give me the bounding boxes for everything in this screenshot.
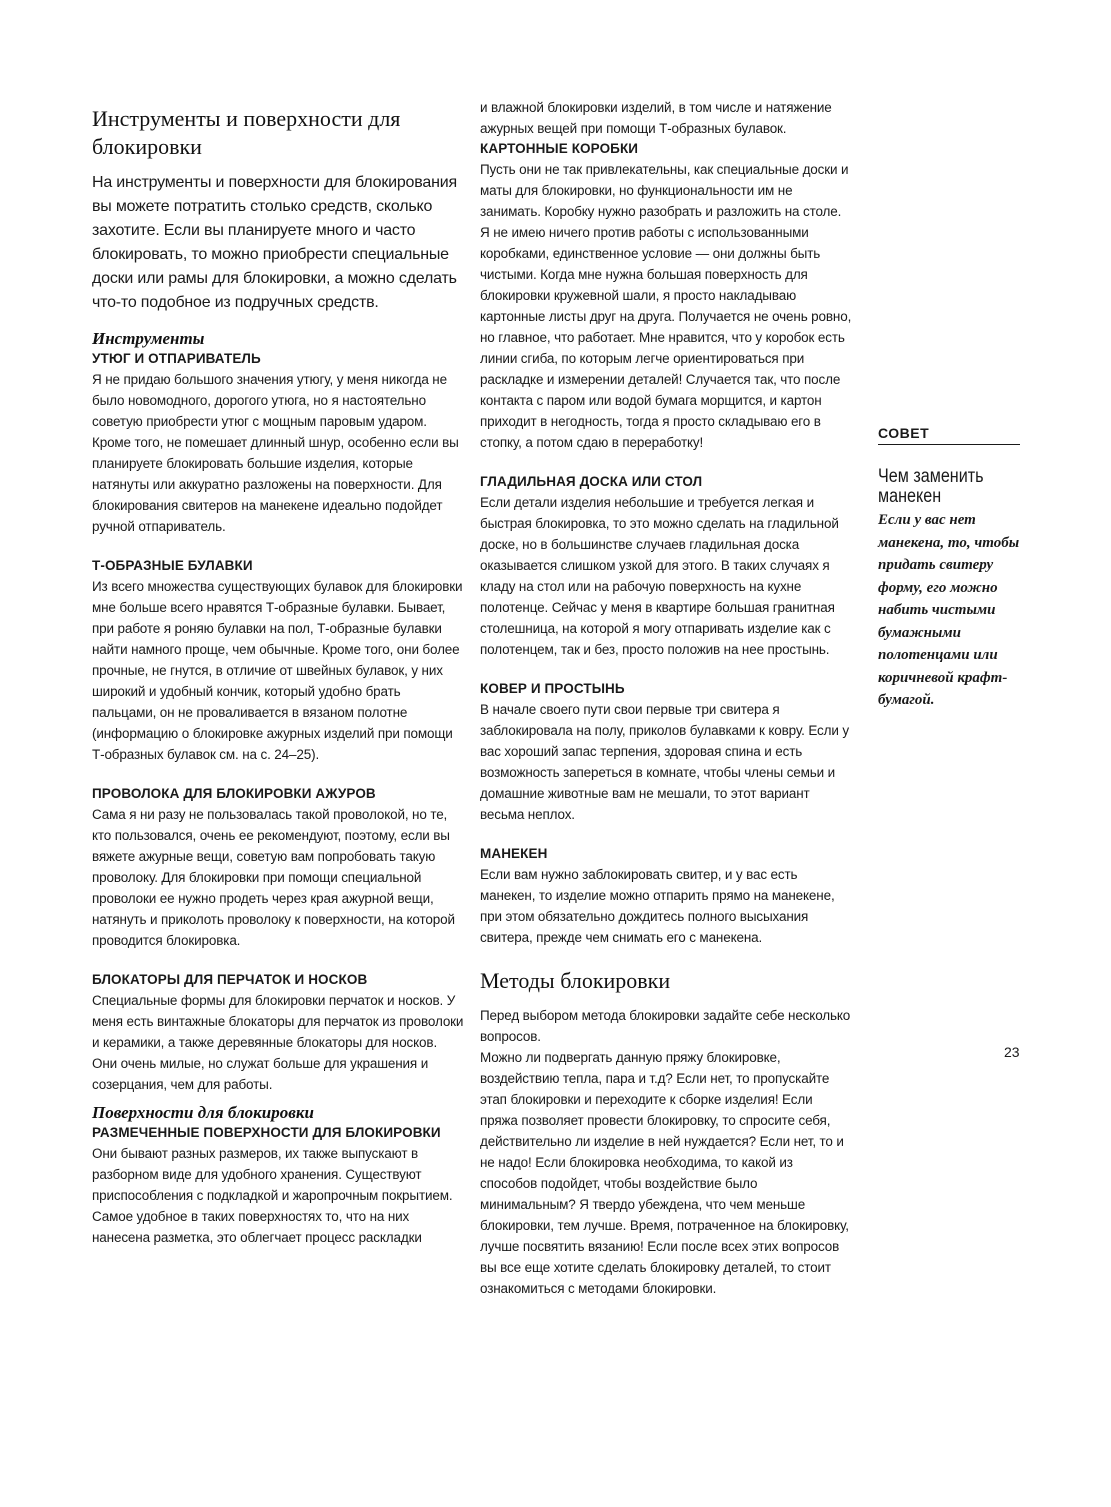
- section-title-methods: Методы блокировки: [480, 968, 671, 993]
- heading-iron: УТЮГ И ОТПАРИВАТЕЛЬ: [92, 351, 261, 366]
- middle-column: [480, 97, 852, 1299]
- tip-title-line-2: манекен: [878, 486, 942, 507]
- tip-title-line-1: Чем заменить: [878, 466, 984, 487]
- intro-paragraph: На инструменты и поверхности для блокирования вы можете потратить столько средств, сколько захотите. Если вы планируете много и часто блокировать, то можно приобрести специальные доски или рамы для блокировки, а можно сделать что-то подобное из подручных средств.: [92, 174, 457, 311]
- heading-cardboard: КАРТОННЫЕ КОРОБКИ: [480, 141, 639, 156]
- left-column: [92, 105, 464, 1248]
- paragraph-t-pins: Из всего множества существующих булавок для блокировки мне больше всего нравятся Т-образные булавки. Бывает, при работе я роняю булавки на пол, Т-образные булавки найти намного проще, чем обычные. Кроме того, они более прочные, не гнутся, в отличие от швейных булавок, у них широкий и удобный кончик, который удобно брать пальцами, он не проваливается в вязаном полотне (информацию о блокировке ажурных изделий при помощи Т-образных булавок см. на с. 24–25).: [92, 579, 463, 762]
- heading-mannequin: МАНЕКЕН: [480, 846, 548, 861]
- paragraph-blockers: Специальные формы для блокировки перчаток и носков. У меня есть винтажные блокаторы для перчаток из проволоки и керамики, а также деревянные блокаторы для носков. Они очень милые, но служат больше для украшения и созерцания, чем для работы.: [92, 993, 464, 1092]
- paragraph-continuation: и влажной блокировки изделий, в том числе и натяжение ажурных вещей при помощи Т-образных булавок.: [480, 100, 832, 136]
- subheading-tools: Инструменты: [92, 329, 205, 348]
- heading-t-pins: Т-ОБРАЗНЫЕ БУЛАВКИ: [92, 558, 253, 573]
- paragraph-wire: Сама я ни разу не пользовалась такой проволокой, но те, кто пользовался, очень ее рекомендуют, поэтому, если вы вяжете ажурные вещи, советую вам попробовать такую проволоку. Для блокировки при помощи специальной проволоки ее нужно продеть через края ажурной вещи, натянуть и приколоть проволоку к поверхности, на которой проводится блокировка.: [92, 807, 455, 948]
- paragraph-methods-intro: Перед выбором метода блокировки задайте себе несколько вопросов.: [480, 1008, 851, 1044]
- tip-sidebar: [878, 425, 1020, 712]
- paragraph-mannequin: Если вам нужно заблокировать свитер, и у вас есть манекен, то изделие можно отпарить прямо на манекене, при этом обязательно дождитесь полного высыхания свитера, прежде чем снимать его с манекена.: [480, 867, 835, 945]
- paragraph-carpet: В начале своего пути свои первые три свитера я заблокировала на полу, приколов булавками к ковру. Если у вас хороший запас терпения, здоровая спина и есть возможность запереться в комнате, чтобы члены семьи и домашние животные вам не мешали, то этот вариант весьма неплох.: [480, 702, 849, 822]
- section-title-tools-surfaces: Инструменты и поверхности для блокировки: [92, 106, 401, 159]
- tip-label: СОВЕТ: [878, 425, 1020, 445]
- tip-text: Если у вас нет манекена, то, чтобы придать свитеру форму, его можно набить чистыми бумажными полотенцами или коричневой крафт-бумагой.: [878, 512, 1020, 708]
- heading-marked-surfaces: РАЗМЕЧЕННЫЕ ПОВЕРХНОСТИ ДЛЯ БЛОКИРОВКИ: [92, 1125, 441, 1140]
- heading-carpet: КОВЕР И ПРОСТЫНЬ: [480, 681, 625, 696]
- paragraph-marked-surfaces: Они бывают разных размеров, их также выпускают в разборном виде для удобного хранения. Существуют приспособления с подкладкой и жаропрочным покрытием. Самое удобное в таких поверхностях то, что на них нанесена разметка, это облегчает процесс раскладки: [92, 1146, 453, 1245]
- heading-ironing-board: ГЛАДИЛЬНАЯ ДОСКА ИЛИ СТОЛ: [480, 474, 703, 489]
- heading-blockers: БЛОКАТОРЫ ДЛЯ ПЕРЧАТОК И НОСКОВ: [92, 972, 368, 987]
- paragraph-methods-body: Можно ли подвергать данную пряжу блокировке, воздействию тепла, пара и т.д? Если нет, то пропускайте этап блокировки и переходите к сборке изделия! Если пряжа позволяет провести блокировку, то спросите себя, действительно ли изделие в ней нуждается? Если нет, то и не надо! Если блокировка необходима, то какой из способов подойдет, чтобы воздействие было минимальным? Я твердо убеждена, что чем меньше блокировки, тем лучше. Время, потраченное на блокировку, лучше посвятить вязанию! Если после всех этих вопросов вы все еще хотите сделать блокировку деталей, то стоит ознакомиться с методами блокировки.: [480, 1050, 849, 1296]
- page-number: 23: [1004, 1044, 1020, 1060]
- heading-wire: ПРОВОЛОКА ДЛЯ БЛОКИРОВКИ АЖУРОВ: [92, 786, 376, 801]
- paragraph-iron: Я не придаю большого значения утюгу, у меня никогда не было новомодного, дорогого утюга, но я настоятельно советую приобрести утюг с мощным паровым ударом. Кроме того, не помешает длинный шнур, особенно если вы планируете блокировать большие изделия, которые натянуты или аккуратно разложены на поверхности. Для блокирования свитеров на манекене идеально подойдет ручной отпариватель.: [92, 372, 459, 534]
- subheading-surfaces: Поверхности для блокировки: [92, 1103, 314, 1122]
- tip-title: [878, 467, 999, 507]
- paragraph-ironing-board: Если детали изделия небольшие и требуется легкая и быстрая блокировка, то это можно сделать на гладильной доске, но в большинстве случаев гладильная доска оказывается слишком узкой для этого. В таких случаях я кладу на стол или на рабочую поверхность на кухне полотенце. Сейчас у меня в квартире большая гранитная столешница, на которой я могу отпаривать изделие как с полотенцем, так и без, просто положив на нее простынь.: [480, 495, 839, 657]
- paragraph-cardboard: Пусть они не так привлекательны, как специальные доски и маты для блокировки, но функциональности им не занимать. Коробку нужно разобрать и разложить на столе. Я не имею ничего против работы с использованными коробками, единственное условие — они должны быть чистыми. Когда мне нужна большая поверхность для блокировки кружевной шали, я просто накладываю картонные листы друг на друга. Получается не очень ровно, но главное, что работает. Мне нравится, что у коробок есть линии сгиба, по которым легче ориентироваться при раскладке и измерении деталей! Случается так, что после контакта с паром или водой бумага морщится, и картон приходит в негодность, тогда я просто складываю его в стопку, а потом сдаю в переработку!: [480, 162, 852, 450]
